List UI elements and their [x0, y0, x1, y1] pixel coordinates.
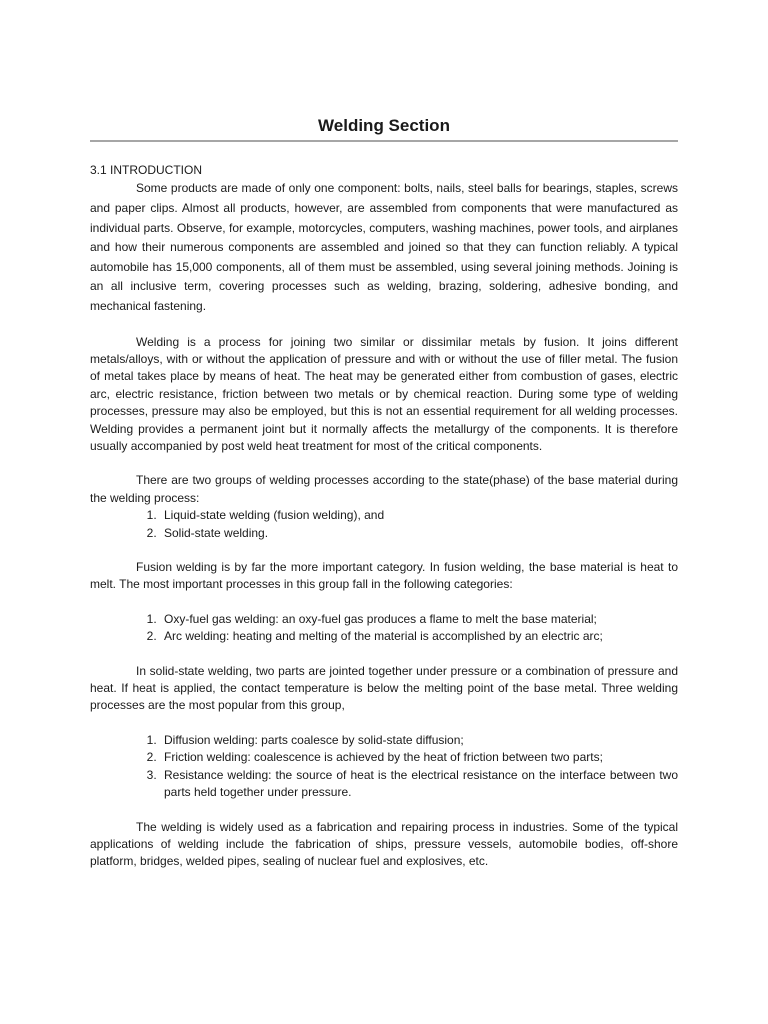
list-welding-groups	[90, 507, 678, 542]
list-item: 1. Oxy-fuel gas welding: an oxy-fuel gas produces a flame to melt the base material;	[160, 611, 678, 628]
document-body	[90, 162, 678, 871]
paragraph-welding-definition: Welding is a process for joining two similar or dissimilar metals by fusion. It joins different metals/alloys, with or without the application of pressure and with or without the use of filler metal. The fusion of metal takes place by means of heat. The heat may be generated either from combustion of gases, electric arc, electric resistance, friction between two metals or by chemical reaction. During some type of welding processes, pressure may also be employed, but this is not an essential requirement for all welding processes. Welding provides a permanent joint but it normally affects the metallurgy of the components. It is therefore usually accompanied by post weld heat treatment for most of the critical components.	[90, 334, 678, 453]
title-divider	[90, 140, 678, 142]
list-fusion-processes	[90, 611, 678, 646]
list-item: 3. Resistance welding: the source of heat is the electrical resistance on the interface between two parts held together under pressure.	[160, 767, 678, 802]
paragraph-fusion-welding: Fusion welding is by far the more important category. In fusion welding, the base material is heat to melt. The most important processes in this group fall in the following categories:	[90, 560, 678, 592]
list-item: 2. Arc welding: heating and melting of the material is accomplished by an electric arc;	[160, 628, 678, 645]
paragraph-intro: Some products are made of only one component: bolts, nails, steel balls for bearings, staples, screws and paper clips. Almost all products, however, are assembled from components that were manufactured as individual parts. Observe, for example, motorcycles, computers, washing machines, power tools, and airplanes and how their numerous components are assembled and joined so that they can function reliably. A typical automobile has 15,000 components, all of them must be assembled, using several joining methods. Joining is an all inclusive term, covering processes such as welding, brazing, soldering, adhesive bonding, and mechanical fastening.	[90, 181, 678, 313]
list-solid-processes	[90, 732, 678, 802]
section-heading: 3.1 INTRODUCTION	[90, 163, 203, 177]
list-item: 2. Friction welding: coalescence is achieved by the heat of friction between two parts;	[160, 749, 678, 766]
list-item: 1. Diffusion welding: parts coalesce by solid-state diffusion;	[160, 732, 678, 749]
paragraph-applications: The welding is widely used as a fabrication and repairing process in industries. Some of the typical applications of welding include the fabrication of ships, pressure vessels, automobile bodies, off-shore platform, bridges, welded pipes, sealing of nuclear fuel and explosives, etc.	[90, 819, 678, 869]
paragraph-solid-state: In solid-state welding, two parts are jointed together under pressure or a combination of pressure and heat. If heat is applied, the contact temperature is below the melting point of the base metal. Three welding processes are the most popular from this group,	[90, 663, 678, 713]
page-title: Welding Section	[318, 116, 450, 135]
list-item: 1. Liquid-state welding (fusion welding), and	[160, 507, 678, 524]
list-item: 2. Solid-state welding.	[160, 525, 678, 542]
paragraph-welding-groups: There are two groups of welding processes according to the state(phase) of the base material during the welding process:	[90, 473, 678, 505]
